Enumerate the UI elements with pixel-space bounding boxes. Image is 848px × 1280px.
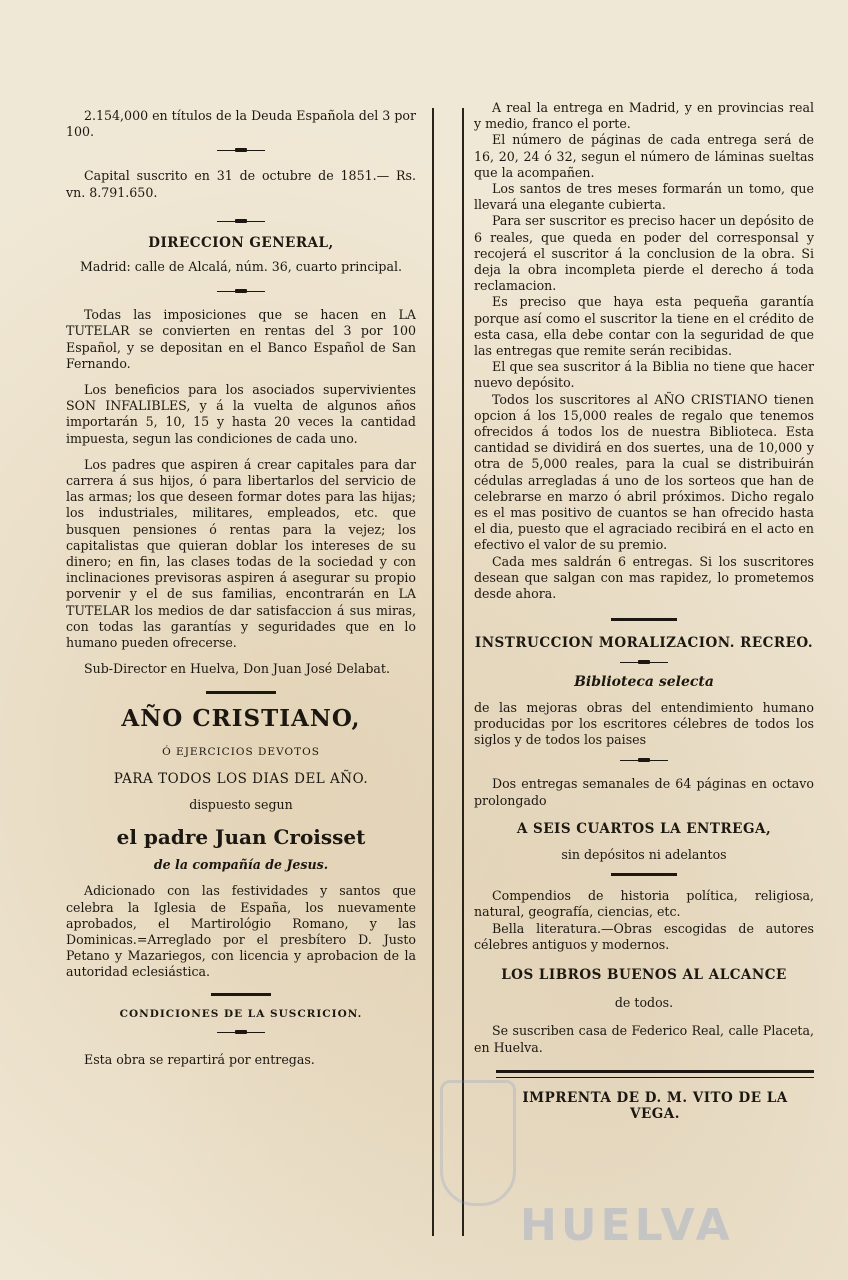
biblioteca-heading: Biblioteca selecta xyxy=(574,673,714,690)
imposiciones-paragraph: Todas las imposiciones que se hacen en LA TUTELAR se convierten en rentas del 3 por 100 Español, y se depositan en el Banco Español de San Fernando. xyxy=(66,307,416,371)
capital-paragraph: Capital suscrito en 31 de octubre de 1851.— Rs. vn. 8.791.650. xyxy=(66,168,416,200)
footer-thin-rule xyxy=(496,1077,814,1078)
compania-text: de la compañía de Jesus. xyxy=(153,857,329,873)
ornament-divider xyxy=(620,758,668,764)
padres-paragraph: Los padres que aspiren á crear capitales para dar carrera á sus hijos, ó para libertarlos del servicio de las armas; los que deseen formar dotes para las hijas; los industriales, militares, empleados, etc. que busquen pensiones ó rentas para la vejez; los capitalistas que quieran doblar los intereses de su dinero; en fin, las clases todas de la sociedad y con inclinaciones previsoras aspiren á asegurar su propio porvenir y el de sus familias, encontrarán en LA TUTELAR los medios de dar satisfaccion á sus miras, con todas las garantías y seguridades que en lo humano pueden ofrecerse. xyxy=(66,456,416,651)
imprenta-footer: IMPRENTA DE D. M. VITO DE LA VEGA. xyxy=(522,1089,788,1122)
ornament-divider xyxy=(217,1030,265,1036)
column-divider-left xyxy=(432,108,434,1236)
compendios-paragraph: Compendios de historia política, religiosa, natural, geografía, ciencias, etc. xyxy=(474,888,814,920)
ornament-divider xyxy=(620,660,668,666)
entregas-paragraph: Esta obra se repartirá por entregas. xyxy=(84,1051,315,1067)
seis-cuartos-heading: A SEIS CUARTOS LA ENTREGA, xyxy=(516,820,772,837)
direccion-address: Madrid: calle de Alcalá, núm. 36, cuarto principal. xyxy=(79,259,403,275)
ornament-divider xyxy=(217,148,265,154)
adicionado-paragraph: Adicionado con las festividades y santos que celebra la Iglesia de España, los nuevamente aprobados, el Martirológio Romano, y las Dominicas.=Arreglado por el presbítero D. Justo Petano y Mazariegos, con licencia y aprobacion de la autoridad eclesiástica. xyxy=(66,883,416,980)
ornament-divider xyxy=(217,219,265,225)
cada-mes-paragraph: Cada mes saldrán 6 entregas. Si los suscritores desean que salgan con mas rapidez, lo prometemos desde ahora. xyxy=(474,553,814,602)
footer-thick-rule xyxy=(496,1070,814,1073)
ejercicios-subtitle: Ó EJERCICIOS DEVOTOS xyxy=(162,746,320,759)
author-name: el padre Juan Croisset xyxy=(116,825,366,850)
paginas-paragraph: El número de páginas de cada entrega será de 16, 20, 24 ó 32, segun el número de láminas sueltas que la acompañen. xyxy=(474,132,814,180)
mejoras-paragraph: de las mejoras obras del entendimiento humano producidas por los escritores célebres de todos los siglos y de todos los paises xyxy=(474,699,814,748)
left-column xyxy=(66,100,416,1068)
entregas-semanales-paragraph: Dos entregas semanales de 64 páginas en octavo prolongado xyxy=(474,776,814,808)
real-entrega-paragraph: A real la entrega en Madrid, y en provincias real y medio, franco el porte. xyxy=(474,100,814,132)
direccion-heading: DIRECCION GENERAL, xyxy=(148,234,334,251)
beneficios-paragraph: Los beneficios para los asociados supervivientes SON INFALIBLES, y á la vuelta de algunos años importarán 5, 10, 15 y hasta 20 veces la cantidad impuesta, segun las condiciones de cada uno. xyxy=(66,382,416,446)
ornament-divider xyxy=(217,289,265,295)
libros-heading: LOS LIBROS BUENOS AL ALCANCE xyxy=(501,966,787,983)
instruccion-heading: INSTRUCCION MORALIZACION. RECREO. xyxy=(474,635,814,652)
thick-rule xyxy=(211,993,271,996)
thick-rule xyxy=(611,618,677,621)
column-divider-right xyxy=(462,108,464,1236)
subdirector-paragraph: Sub-Director en Huelva, Don Juan José Delabat. xyxy=(84,661,390,677)
thick-rule xyxy=(611,873,677,876)
thick-rule xyxy=(206,691,276,694)
santos-paragraph: Los santos de tres meses formarán un tomo, que llevará una elegante cubierta. xyxy=(474,181,814,213)
dispuesto-text: dispuesto segun xyxy=(189,796,293,812)
condiciones-heading: CONDICIONES DE LA SUSCRICION. xyxy=(119,1007,363,1020)
de-todos-text: de todos. xyxy=(614,995,674,1011)
biblia-paragraph: El que sea suscritor á la Biblia no tiene que hacer nuevo depósito. xyxy=(474,359,814,391)
suscritores-paragraph: Todos los suscritores al AÑO CRISTIANO tienen opcion á los 15,000 reales de regalo que tenemos ofrecidos á todos los de nuestra Biblioteca. Esta cantidad se dividirá en dos suertes, una de 10,000 y otra de 5,000 reales, para la cual se distribuirán cédulas arregladas á uno de los sorteos que han de celebrarse en marzo ó abril próximos. Dicho regalo es el mas positivo de cuantos se han ofrecido hasta el dia, puesto que el agraciado recibirá en el acto en efectivo el valor de su premio. xyxy=(474,391,814,553)
deposito-paragraph: Para ser suscritor es preciso hacer un depósito de 6 reales, que queda en poder del corresponsal y recojerá el suscritor á la conclusion de la obra. Si deja la obra incompleta pierde el derecho á toda reclamacion. xyxy=(474,213,814,294)
watermark-text: HUELVA xyxy=(520,1200,734,1251)
right-column xyxy=(474,100,814,1122)
literatura-paragraph: Bella literatura.—Obras escogidas de autores célebres antiguos y modernos. xyxy=(474,920,814,952)
sin-depositos-text: sin depósitos ni adelantos xyxy=(561,846,727,862)
deuda-paragraph: 2.154,000 en títulos de la Deuda Española del 3 por 100. xyxy=(66,108,416,140)
dias-subtitle: PARA TODOS LOS DIAS DEL AÑO. xyxy=(113,770,369,787)
ano-cristiano-title: AÑO CRISTIANO, xyxy=(121,705,361,733)
suscriben-paragraph: Se suscriben casa de Federico Real, calle Placeta, en Huelva. xyxy=(474,1023,814,1055)
garantia-paragraph: Es preciso que haya esta pequeña garantía porque así como el suscritor la tiene en el crédito de esta casa, ella debe contar con la seguridad de que las entregas que remite serán recibidas. xyxy=(474,294,814,359)
